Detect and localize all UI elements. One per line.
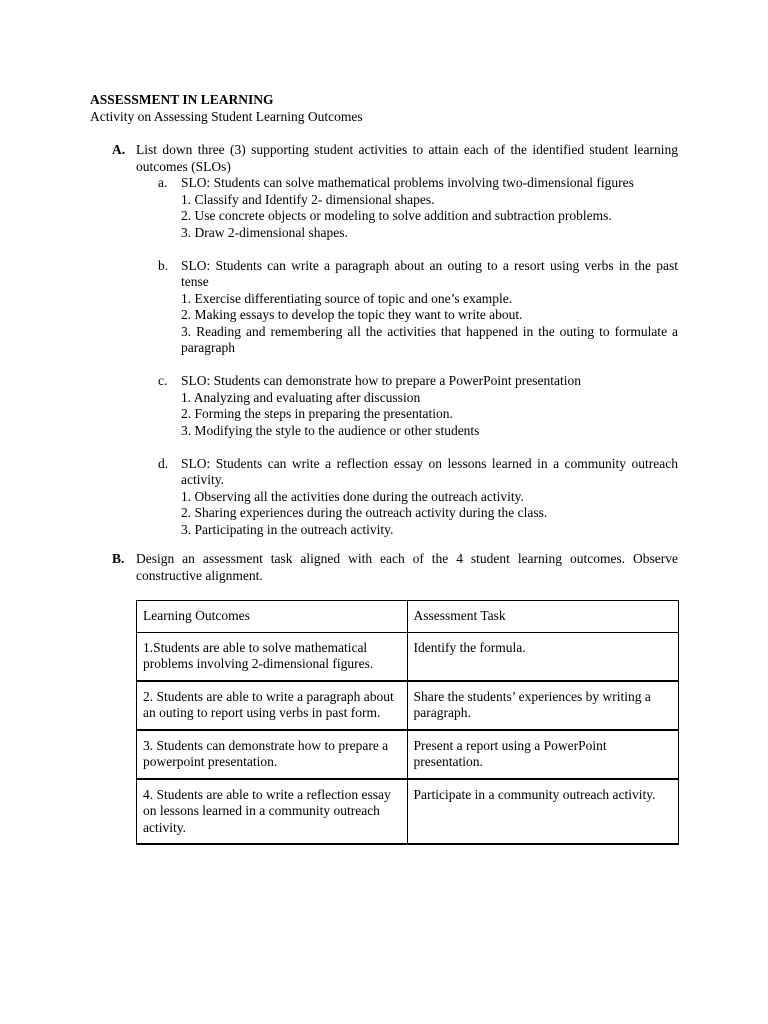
section-a-instruction: List down three (3) supporting student activities to attain each of the identified student learning outcomes (SLOs) (136, 142, 678, 174)
assessment-task-cell: Share the students’ experiences by writing a paragraph. (407, 681, 679, 730)
table-header-row (137, 601, 679, 633)
slo-marker: d. (158, 455, 169, 471)
slo-activity: 1. Classify and Identify 2- dimensional shapes. (181, 191, 435, 207)
learning-outcome-cell: 2. Students are able to write a paragraph about an outing to report using verbs in past form. (137, 681, 408, 730)
table-row (137, 779, 679, 845)
table-row (137, 681, 679, 730)
assessment-task-cell: Present a report using a PowerPoint presentation. (407, 730, 679, 779)
slo-activity: 3. Modifying the style to the audience or other students (181, 422, 480, 438)
section-b (112, 551, 678, 584)
slo-statement: SLO: Students can write a reflection essay on lessons learned in a community outreach activity. (181, 455, 678, 487)
slo-marker: a. (158, 175, 168, 190)
section-a-letter: A. (112, 142, 126, 157)
table-row (137, 632, 679, 681)
slo-activity: 1. Observing all the activities done during the outreach activity. (181, 488, 524, 504)
document-subtitle: Activity on Assessing Student Learning Outcomes (90, 109, 363, 124)
slo-activity: 3. Reading and remembering all the activities that happened in the outing to formulate a paragraph (181, 323, 678, 355)
table-header-assessment-task: Assessment Task (407, 601, 679, 633)
learning-outcome-cell: 4. Students are able to write a reflection essay on lessons learned in a community outreach activity. (137, 779, 408, 845)
slo-statement: SLO: Students can solve mathematical problems involving two-dimensional figures (181, 175, 634, 190)
slo-item-a (158, 175, 678, 241)
assessment-task-cell: Identify the formula. (407, 632, 679, 681)
section-a (112, 142, 678, 175)
slo-activity: 2. Making essays to develop the topic they want to write about. (181, 307, 523, 322)
slo-item-b (158, 258, 678, 357)
slo-activity: 2. Sharing experiences during the outreach activity during the class. (181, 505, 548, 520)
slo-activity: 2. Forming the steps in preparing the presentation. (181, 406, 453, 421)
slo-activity: 1. Exercise differentiating source of topic and one’s example. (181, 290, 513, 306)
document-title: ASSESSMENT IN LEARNING (90, 92, 274, 107)
slo-list (158, 175, 678, 555)
slo-marker: c. (158, 373, 168, 388)
learning-outcome-cell: 3. Students can demonstrate how to prepare a powerpoint presentation. (137, 730, 408, 779)
slo-activity: 1. Analyzing and evaluating after discussion (181, 389, 421, 405)
outcomes-table (136, 600, 679, 845)
slo-marker: b. (158, 257, 169, 273)
section-b-instruction: Design an assessment task aligned with each of the 4 student learning outcomes. Observe constructive alignment. (136, 551, 678, 583)
assessment-task-cell: Participate in a community outreach activity. (407, 779, 679, 845)
section-b-letter: B. (112, 551, 125, 566)
learning-outcome-cell: 1.Students are able to solve mathematical problems involving 2-dimensional figures. (137, 632, 408, 681)
table-row (137, 730, 679, 779)
slo-statement: SLO: Students can demonstrate how to prepare a PowerPoint presentation (181, 373, 582, 388)
slo-item-d (158, 456, 678, 539)
slo-statement: SLO: Students can write a paragraph about an outing to a resort using verbs in the past tense (181, 257, 678, 289)
table-header-learning-outcomes: Learning Outcomes (137, 601, 408, 633)
slo-activity: 3. Participating in the outreach activity. (181, 521, 394, 537)
slo-item-c (158, 373, 678, 439)
slo-activity: 2. Use concrete objects or modeling to solve addition and subtraction problems. (181, 208, 612, 223)
slo-activity: 3. Draw 2-dimensional shapes. (181, 224, 348, 240)
